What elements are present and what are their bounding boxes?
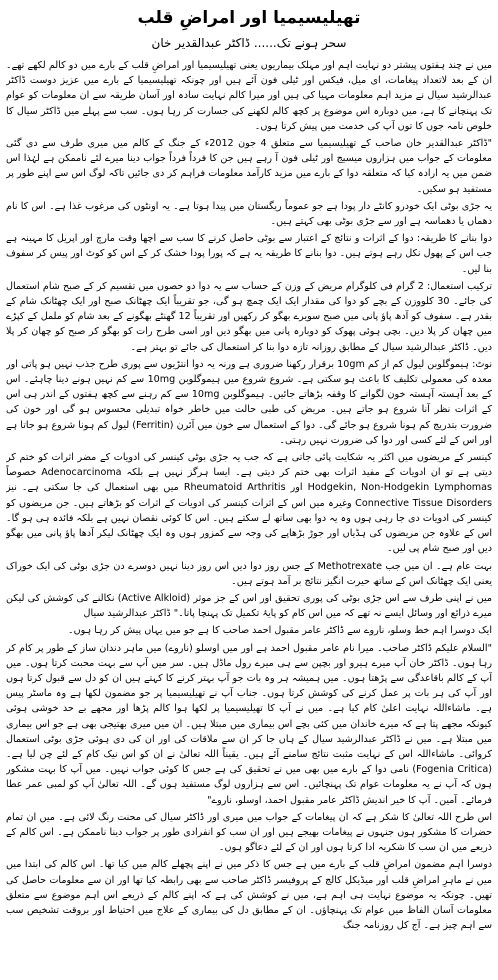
column-byline: سحر ہونے تک...... ڈاکٹر عبدالقدیر خان bbox=[151, 36, 347, 50]
heart-disease-paragraph: دوسرا اہم مضمون امراضِ قلب کے بارے میں ہے جس کا ذکر میں نے اپنے پچھلے کالم میں کیا تھا۔ اس کالم کی ابتدا میں میں نے ماہرِ امراضِ قلب اور میڈیکل کالج کے پروفیسر ڈاکٹر صاحب سے بھی رابطہ کیا تھا اور ان سے معلومات حاصل کی تھیں۔ چونکہ یہ موضوع نہایت ہی اہم ہے، میں نے کوشش کی ہے کہ اپنے کالم کے ذریعے اس اہم موضوع سے متعلق معلومات آسان الفاظ میں عوام تک پہنچاؤں۔ ان کے مطابق دل کی بیماری کے علاج میں احتیاط اور بروقت تشخیص سب سے اہم چیز ہے۔ آج کل روزنامہ جنگ bbox=[6, 859, 492, 932]
cancer-paragraph: کینسر کے مریضوں میں اکثر یہ شکایت پائی جاتی ہے کہ جب یہ جڑی بوٹی کینسر کی ادویات کے مضر اثرات کو ختم کر دیتی ہے تو ان ادویات کے مفید اثرات بھی ختم کر دیتی ہے۔ ایسا ہرگز نہیں ہے بلکہ Adenocarcinoma خصوصاً Hodgekin, Non-Hodgekin Lymphomas اور Rheumatoid Arthritis میں بھی استعمال کی جا سکتی ہے۔ نیز Connective Tissue Disorders وغیرہ میں اس کے اثرات کینسر کی ادویات کے اثرات کو بڑھاتے ہیں۔ جن مریضوں کو کینسر کی ادویات دی جا رہی ہوں وہ یہ دوا بھی ساتھ لے سکتے ہیں۔ اس کا کوئی نقصان نہیں ہے بلکہ فائدہ ہی ہو گا۔ اس کے علاوہ جن مریضوں کی ہڈیاں اور جوڑ بڑھاپے کی وجہ سے کمزور ہوں وہ ایک چھٹانک لیکر آدھا پاؤ پانی میں بھگو دیں اور صبح شام پی لیں۔ bbox=[6, 452, 492, 555]
methotrexate-paragraph: بہت عام ہے۔ ان میں جب Methotrexate کے جس روز دوا دیں اس روز دینا نہیں دوسرے دن جڑی بوٹی کی ایک خوراک یعنی ایک چھٹانک اس کے ساتھ حیرت انگیز نتائج بر آمد ہوتے ہیں۔ bbox=[6, 560, 492, 587]
herb-description-paragraph: یہ جڑی بوٹی ایک خودرو کانٹے دار پودا ہے جو عموماً ریگستان میں پیدا ہوتا ہے۔ یہ اونٹوں کی مرغوب غذا ہے۔ اس کا نام دھماں یا دھماسہ ہے اور سے جڑی بوٹی بھی کہتے ہیں۔ bbox=[6, 200, 492, 228]
research-paragraph: میں نے اپنی طرف سے اس جڑی بوٹی کی پوری تحقیق اور اس کے جز موثر (Active Alkloid) نکالنے کی کوشش کی لیکن میرے ذرائع اور وسائل ایسے نہ تھے کہ میں اس کام کو پایۂ تکمیل تک پہنچا پاتا۔" ڈاکٹر عبدالرشید سیال bbox=[6, 592, 492, 620]
note-paragraph: نوٹ: ہیموگلوبن لیول کم از کم 10gm برقرار رکھنا ضروری ہے ورنہ یہ دوا انتڑیوں سے پوری طرح جذب نہیں ہو پاتی اور معدہ کی معمولی تکلیف کا باعث ہو سکتی ہے۔ شروع شروع میں ہیموگلوبن 10mg سے کم نہیں ہونے دینا چاہئے۔ اس کے بعد آہستہ آہستہ خون لگوانے کا وقفہ بڑھاتے جائیں۔ ہیموگلوبن 10mg سے کم رہنے سے کچھ ہفتوں کے اندر ہی اس کے اثرات نظر آنا شروع ہو جاتے ہیں۔ مریض کی طبی حالت میں خاطر خواہ تبدیلی محسوس ہو گی اور خون کی ضرورت بتدریج کم ہونا شروع ہو جائے گی۔ دوا کے استعمال سے خون میں آئرن (Ferritin) لیول کم ہونا شروع ہو جاتا ہے اور اس کے لئے کسی اور دوا کی ضرورت نہیں رہتی۔ bbox=[6, 358, 492, 446]
dosage-paragraph: ترکیب استعمال: 2 گرام فی کلوگرام مریض کے وزن کے حساب سے یہ دوا دو حصوں میں تقسیم کر کے صبح شام استعمال کی جائے۔ 30 کلووزن کے بچے کو دوا کی مقدار ایک ایک چمچ ہو گی، جو تقریباً ایک چھٹانک صبح اور ایک چھٹانک شام کے بقدر ہے۔ سفوف کو آدھ پاؤ پانی میں صبح سویرے بھگو کر رکھیں اور تقریباً 12 گھنٹے بھگونے کے بعد شام کو ململ کے کپڑے میں چھان کر پلا دیں۔ بچی ہوئی پھوک کو دوبارہ پانی میں بھگو دیں اور اسی طرح رات کو بھگو کر صبح کو چھان کر پلا دیں۔ ڈاکٹر عبدالرشید سیال کے مطابق روزانہ تازہ دوا بنا کر استعمال کی جائے تو بہتر ہے۔ bbox=[6, 280, 492, 353]
column-title: تھیلیسیمیا اور امراضِ قلب bbox=[137, 8, 361, 28]
preparation-paragraph: دوا بنانے کا طریقہ: دوا کے اثرات و نتائج کے اعتبار سے بوٹی حاصل کرنے کا سب سے اچھا وقت مارچ اور اپریل کا مہینہ ہے جب اس کے پھول نکل رہے ہوتے ہیں۔ دوا بنانے کا طریقہ یہ ہے کہ پورا پودا خشک کر کے اس کو کوٹ اور پیس کر سفوف بنا لیں۔ bbox=[6, 233, 492, 275]
second-letter-paragraph: "السلام علیکم ڈاکٹر صاحب۔ میرا نام عامر مقبول احمد ہے اور میں اوسلو (ناروے) میں ماہر دندان ساز کے طور پر کام کر رہا ہوں۔ ڈاکٹر خان آپ میرے ہیرو اور بچپن سے ہی میرے رول ماڈل ہیں۔ سر میں آپ سے بہت محبت کرتا ہوں۔ میں آپ کے کالم باقاعدگی سے پڑھتا ہوں۔ میں ہمیشہ ہر وہ بات جو آپ بہتر کرنے کا کہتے ہیں ان کو دل سے قبول کرتا ہوں اور آپ کی ہر بات پر عمل کرنے کی کوشش کرتا ہوں۔ جناب آپ نے تھیلیسیمیا پر جو مضمون لکھا ہے وہ ماسٹر پیس ہے۔ ماشاءاللہ نہایت اعلیٰ کام کیا ہے۔ میں نے آپ کا تھیلیسیمیا پر لکھا ہوا کالم پڑھا اور مجھے بے حد خوشی ہوئی کیونکہ مجھے پتا ہے کہ میرے خاندان میں کئی بچے اس بیماری میں مبتلا ہیں۔ ان میں میری بھتیجی بھی ہے جو اس بیماری میں مبتلا ہے۔ میں نے ڈاکٹر عبدالرشید سیال کے ہاں جا کر ان سے ملاقات کی اور ان کی دی ہوئی جڑی بوٹی استعمال کروائی۔ ماشاءاللہ اس کے نہایت مثبت نتائج سامنے آئے ہیں۔ یقیناً اللہ تعالیٰ نے ان کو اس نیک کام کے لئے چن لیا ہے۔ (Fogenia Critica) نامی دوا کے بارے میں بھی میں نے تحقیق کی ہے جس کا کوئی جواب نہیں۔ میں آپ کا بہت مشکور ہوں کہ آپ نے یہ معلومات عوام تک پہنچائیں۔ اس سے ہزاروں لوگ مستفید ہوں گے۔ اللہ تعالیٰ آپ کو لمبی عمر عطا فرمائے۔ آمین۔ آپ کا خیر اندیش ڈاکٹر عامر مقبول احمد، اوسلو، ناروے" bbox=[6, 642, 492, 806]
column-body bbox=[6, 58, 492, 958]
thanks-paragraph: اس طرح اللہ تعالیٰ کا شکر ہے کہ ان پیغامات کے جواب میں میری اور ڈاکٹر سیال کی محنت رنگ لائی ہے۔ میں ان تمام حضرات کا مشکور ہوں جنہوں نے پیغامات بھیجے ہیں اور ان سب کو انفرادی طور پر جواب دینا ناممکن ہے۔ اس کالم کے ذریعے میں ان سب کا شکریہ ادا کرتا ہوں اور ان کے لئے دعاگو ہوں۔ bbox=[6, 811, 492, 854]
second-letter-intro: ایک دوسرا اہم خط وسلو، ناروے سے ڈاکٹر عامر مقبول احمد صاحب کا ہے جو میں یہاں پیش کر رہا ہوں۔ bbox=[67, 625, 492, 637]
intro-paragraph: میں نے چند ہفتوں پیشتر دو نہایت اہم اور مہلک بیماریوں یعنی تھیلیسیمیا اور امراضِ قلب کے بارے میں دو کالم لکھے تھے۔ ان کے بعد لاتعداد پیغامات، ای میل، فیکس اور ٹیلی فون آئے ہیں اور چونکہ تھیلیسیمیا کے بارے میں عزیز دوست ڈاکٹر عبدالرشید سیال نے مزید اہم معلومات مہیا کی ہیں اور میرا کالم نہایت سادہ اور آسان طریقہ سے ان معلومات کو عوام تک پہنچانے کا ہے، میں دوبارہ اس موضوع پر کچھ کالم لکھنے کی جسارت کر رہا ہوں۔ سب سے پہلے میں ڈاکٹر سیال کا خلوص نامہ جوں کا توں آپ کی خدمت میں پیش کرتا ہوں۔ bbox=[6, 60, 492, 132]
letter-opening-paragraph: "ڈاکٹر عبدالقدیر خان صاحب کے تھیلیسیمیا سے متعلق 4 جون 2012ء کے جنگ کے کالم میں میری طرف سے دی گئی معلومات کے جواب میں ہزاروں میسیج اور ٹیلی فون آ رہے ہیں جن کا فرداً فرداً جواب دینا میرے لئے ناممکن ہے لہٰذا اس ضمن میں یہ ارادہ کیا کہ متعلقہ دوا کے بارے میں مزید کارآمد معلومات فراہم کر دی جائیں تاکہ لوگ اس سے اپنے طور پر مستفید ہو سکیں۔ bbox=[6, 138, 492, 195]
